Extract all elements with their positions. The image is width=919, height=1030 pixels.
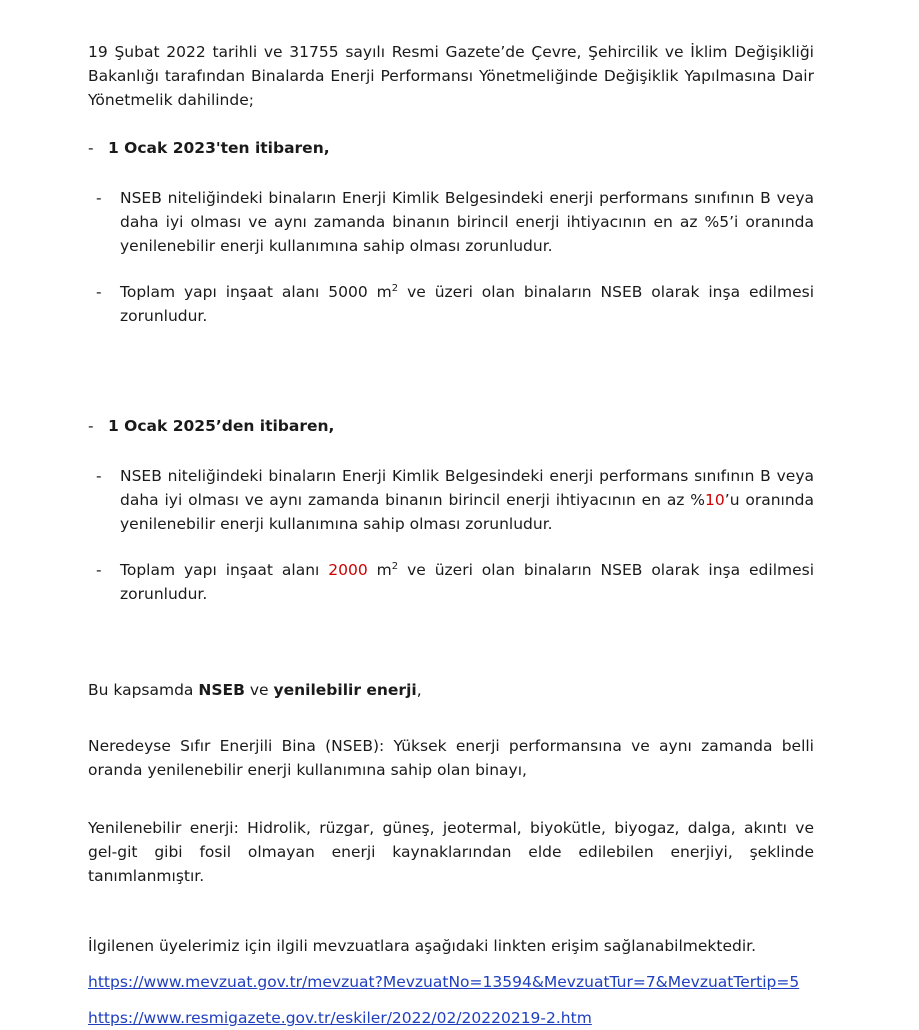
scope-text: ve	[244, 681, 274, 699]
section-2025-bullet-1	[96, 464, 814, 536]
section-2023-title: 1 Ocak 2023'ten itibaren,	[108, 139, 330, 157]
bullet-text-part: Toplam yapı inşaat alanı	[120, 561, 329, 579]
scope-text: Bu kapsamda	[88, 681, 199, 699]
highlighted-value: 2000	[328, 561, 368, 579]
bullet-text-part: Toplam yapı inşaat alanı 5000 m	[120, 283, 392, 301]
bullet-text-part: ve üzeri olan binaların NSEB olarak inşa edilmesi zorunludur.	[120, 283, 815, 325]
document-page	[88, 28, 814, 1030]
link-row-2	[88, 1006, 814, 1030]
bullet-text-part: ve üzeri olan binaların NSEB olarak inşa edilmesi zorunludur.	[120, 561, 815, 603]
dash: -	[88, 139, 94, 157]
bullet-text: NSEB niteliğindeki binaların Enerji Kimlik Belgesindeki enerji performans sınıfının B veya daha iyi olması ve aynı zamanda binanın birincil enerji ihtiyacının en az %5’i oranında yenilenebilir enerji kullanımına sahip olması zorunludur.	[120, 189, 814, 255]
section-2023-bullet-1	[96, 186, 814, 258]
mevzuat-link[interactable]: https://www.mevzuat.gov.tr/mevzuat?MevzuatNo=13594&MevzuatTur=7&MevzuatTertip=5	[88, 973, 800, 991]
superscript: 2	[391, 282, 399, 294]
bullet-text-part: ’u oranında yenilenebilir enerji kullanımına sahip olması zorunludur.	[120, 491, 815, 533]
dash: -	[96, 283, 102, 301]
bullet-text-part: NSEB niteliğindeki binaların Enerji Kimlik Belgesindeki enerji performans sınıfının B veya daha iyi olması ve aynı zamanda binanın birincil enerji ihtiyacının en az %	[120, 467, 814, 509]
scope-text: ,	[416, 681, 422, 699]
links-intro: İlgilenen üyelerimiz için ilgili mevzuatlara aşağıdaki linkten erişim sağlanabilmektedir.	[88, 937, 757, 955]
bullet-text	[120, 558, 814, 606]
superscript: 2	[391, 560, 399, 572]
bullet-text	[120, 464, 814, 536]
dash: -	[96, 561, 102, 579]
section-2025-heading	[88, 414, 814, 438]
intro-paragraph: 19 Şubat 2022 tarihli ve 31755 sayılı Resmi Gazete’de Çevre, Şehircilik ve İklim Değişikliği Bakanlığı tarafından Binalarda Enerji Performansı Yönetmeliğinde Değişiklik Yapılmasına Dair Yönetmelik dahilinde;	[88, 43, 814, 109]
scope-nseb: NSEB	[198, 681, 245, 699]
scope-line	[88, 678, 814, 702]
section-2023-bullet-2	[96, 280, 814, 328]
scope-renewable: yenilebilir enerji	[273, 681, 417, 699]
dash: -	[96, 467, 102, 485]
link-row-1	[88, 970, 814, 994]
dash: -	[88, 417, 94, 435]
definition-nseb: Neredeyse Sıfır Enerjili Bina (NSEB): Yüksek enerji performansına ve aynı zamanda belli oranda yenilenebilir enerji kullanımına sahip olan binayı,	[88, 737, 814, 779]
highlighted-value: 10	[705, 491, 725, 509]
dash: -	[96, 189, 102, 207]
section-2025-bullet-2	[96, 558, 814, 606]
section-2025-title: 1 Ocak 2025’den itibaren,	[108, 417, 335, 435]
resmigazete-link[interactable]: https://www.resmigazete.gov.tr/eskiler/2022/02/20220219-2.htm	[88, 1009, 592, 1027]
definition-renewable: Yenilenebilir enerji: Hidrolik, rüzgar, güneş, jeotermal, biyokütle, biyogaz, dalga, akıntı ve gel-git gibi fosil olmayan enerji kaynaklarından elde edilebilen enerjiyi, şeklinde tanımlanmıştır.	[88, 819, 814, 885]
section-2023-heading	[88, 136, 814, 160]
bullet-text-part: m	[367, 561, 392, 579]
bullet-text	[120, 280, 814, 328]
